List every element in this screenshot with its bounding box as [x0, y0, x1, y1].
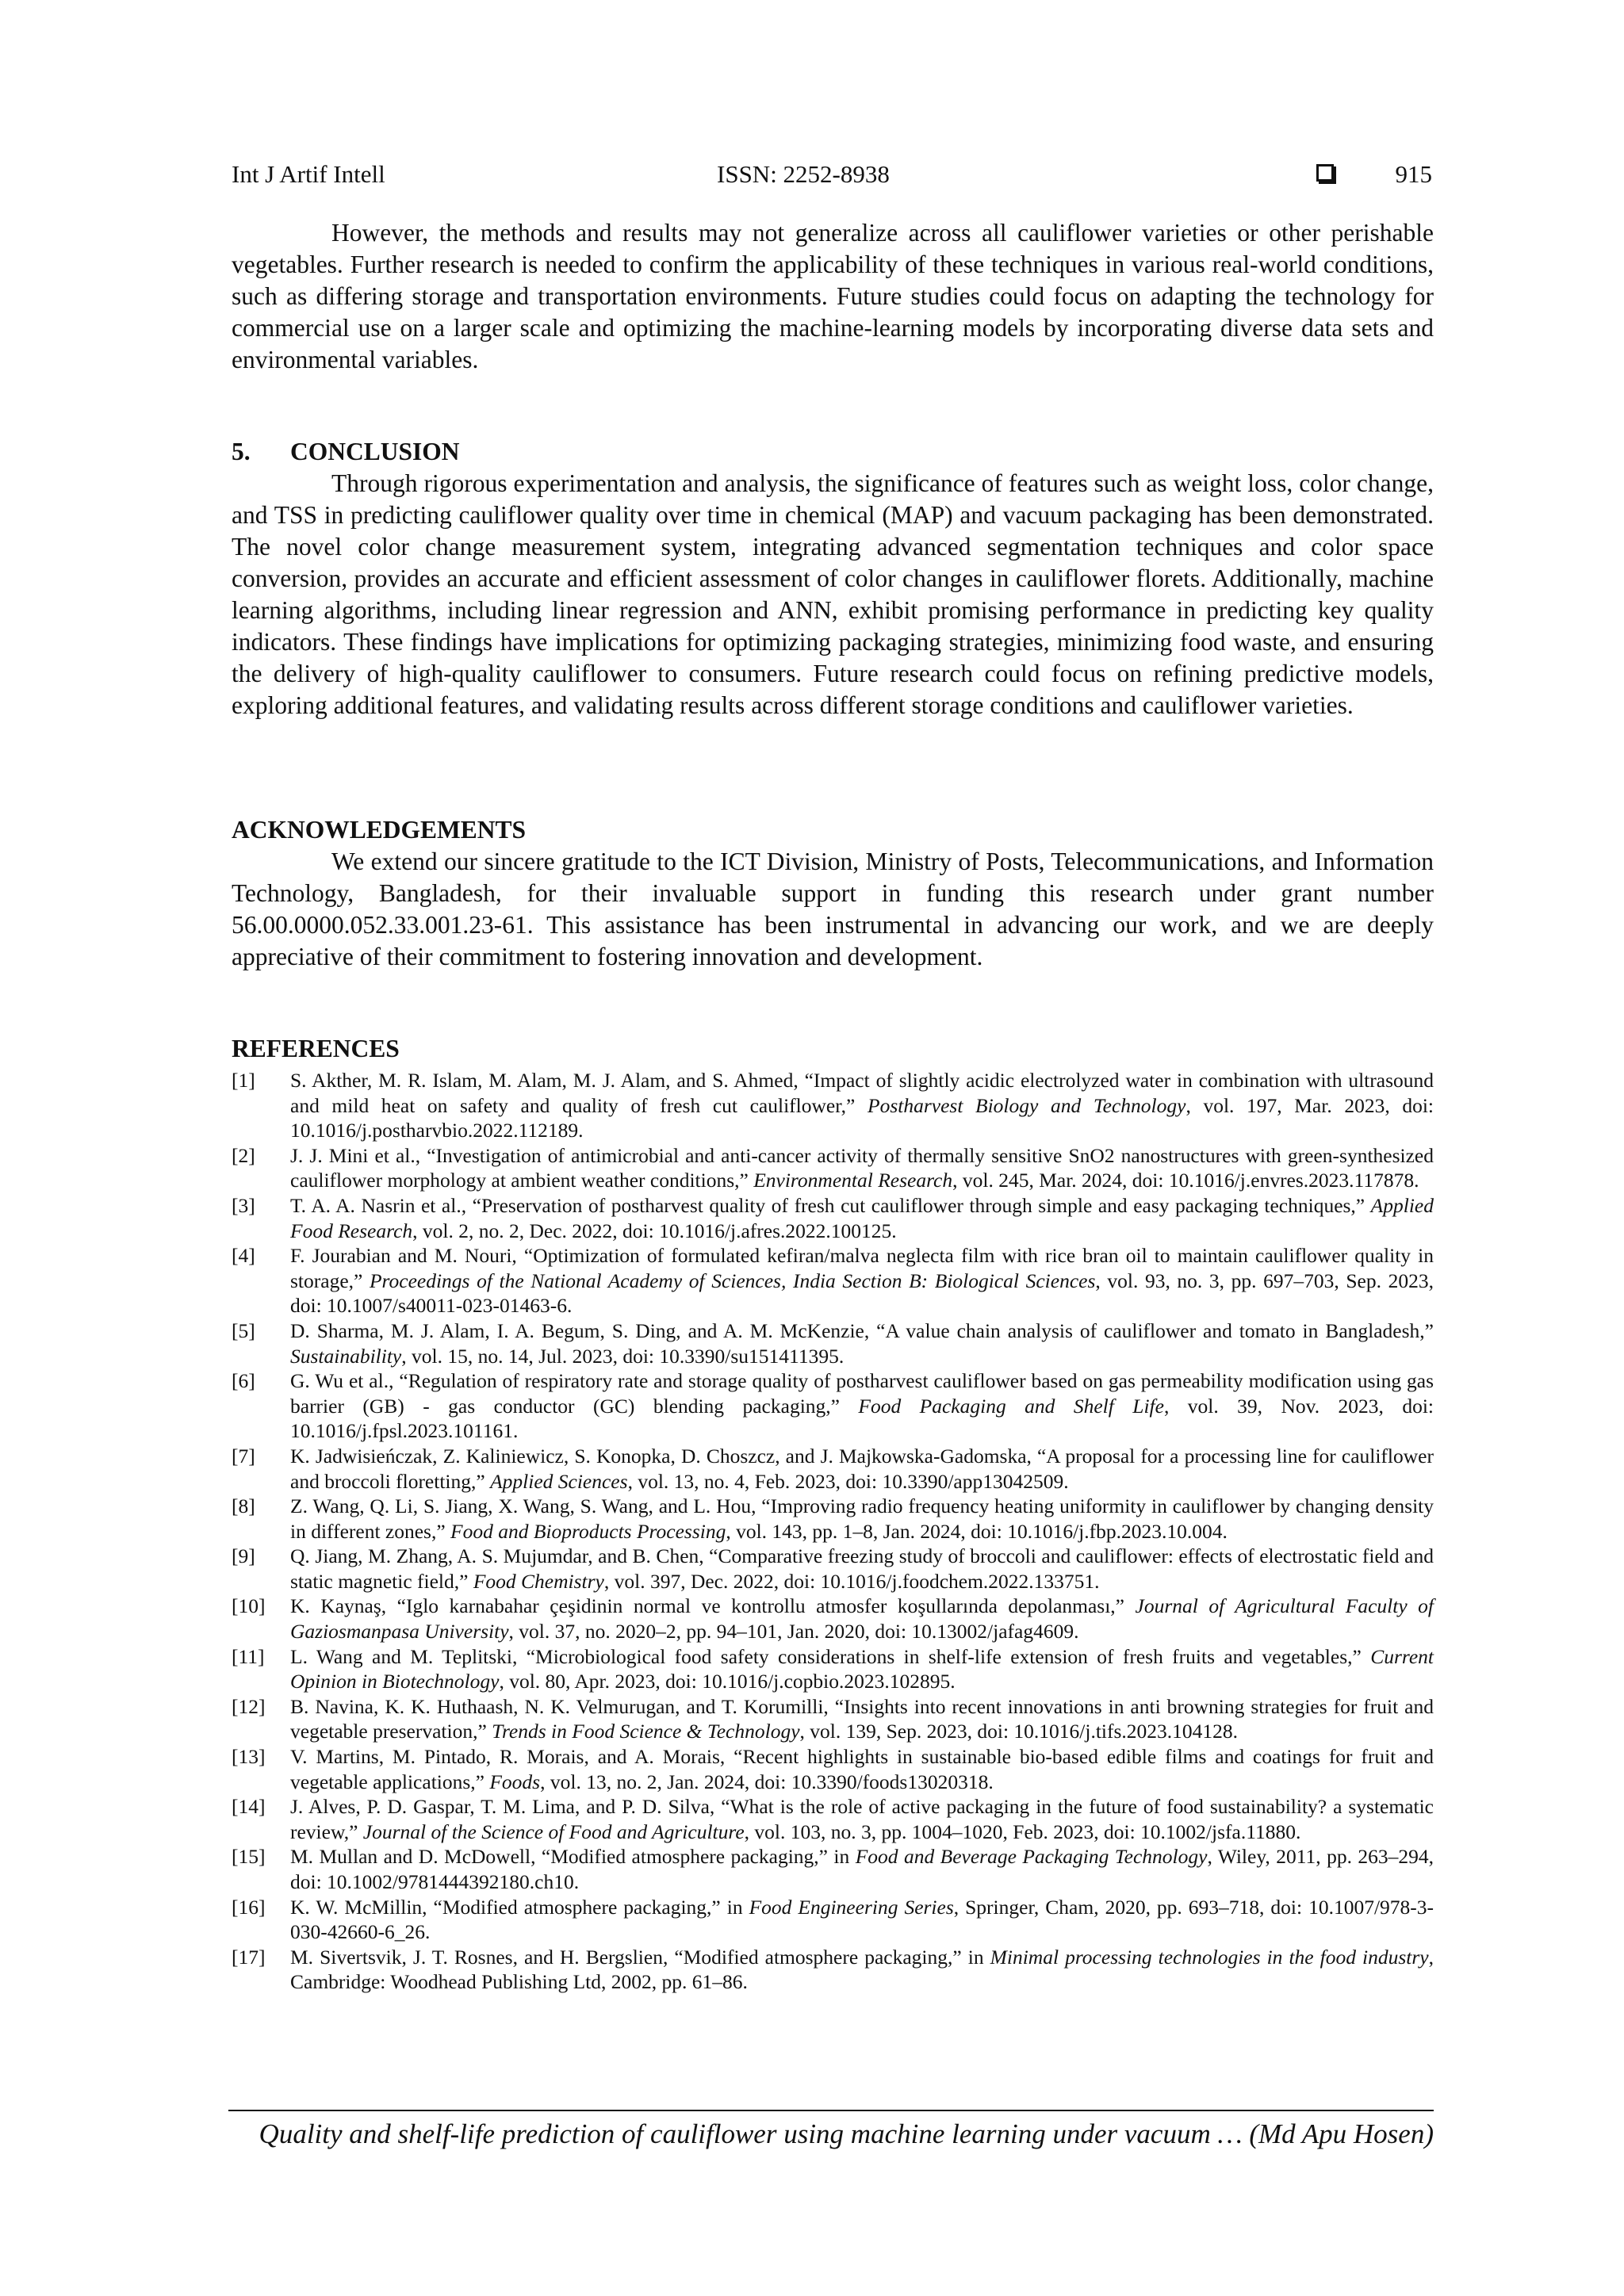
reference-text: [290, 1946, 1434, 1994]
reference-item: [232, 1794, 1434, 1844]
reference-item: [232, 1544, 1434, 1594]
issn: ISSN: 2252-8938: [717, 160, 890, 188]
reference-details: , vol. 93, no. 3, pp. 697–703, Sep. 2023, doi: 10.1007/s40011-023-01463-6.: [290, 1269, 1434, 1318]
reference-details: , vol. 39, Nov. 2023, doi: 10.1016/j.fpsl.2023.101161.: [290, 1394, 1434, 1443]
reference-venue: Food and Bioproducts Processing: [450, 1519, 726, 1543]
reference-number: [8]: [232, 1494, 255, 1518]
acknowledgements-heading: [232, 814, 526, 846]
reference-number: [15]: [232, 1845, 266, 1869]
reference-list: [232, 1068, 1434, 1995]
intro-paragraph-block: [232, 217, 1434, 376]
reference-authors-title: L. Wang and M. Teplitski, “Microbiological food safety considerations in shelf-life extension of fresh fruits and vegetables,”: [290, 1644, 1371, 1668]
acknowledgements-paragraph: We extend our sincere gratitude to the ICT Division, Ministry of Posts, Telecommunications, and Information Technology, Bangladesh, for their invaluable support in funding this research under grant number 56.00.0000.052.33.001.23-61. This assistance has been instrumental in advancing our work, and we are deeply appreciative of their commitment to fostering innovation and development.: [232, 848, 1434, 970]
reference-number: [11]: [232, 1644, 265, 1668]
reference-number: [12]: [232, 1694, 266, 1718]
reference-text: [290, 1594, 1434, 1643]
reference-authors-title: J. J. Mini et al., “Investigation of antimicrobial and anti-cancer activity of thermally sensitive SnO2 nanostructures with green-synthesized cauliflower morphology at ambient weather conditions,”: [290, 1143, 1434, 1192]
reference-text: [290, 1745, 1434, 1793]
section-title: CONCLUSION: [290, 438, 460, 465]
reference-details: , vol. 143, pp. 1–8, Jan. 2024, doi: 10.1016/j.fbp.2023.10.004.: [726, 1519, 1228, 1543]
reference-item: [232, 1243, 1434, 1318]
reference-text: [290, 1544, 1434, 1593]
reference-details: , vol. 2, no. 2, Dec. 2022, doi: 10.1016/j.afres.2022.100125.: [412, 1219, 897, 1242]
section-title: REFERENCES: [232, 1035, 400, 1062]
reference-number: [1]: [232, 1069, 255, 1092]
reference-number: [9]: [232, 1544, 255, 1568]
reference-item: [232, 1193, 1434, 1243]
reference-number: [17]: [232, 1945, 266, 1969]
reference-item: [232, 1444, 1434, 1494]
reference-text: [290, 1845, 1434, 1893]
reference-venue: Postharvest Biology and Technology: [868, 1093, 1186, 1117]
conclusion-heading: [232, 436, 460, 468]
reference-number: [5]: [232, 1318, 255, 1342]
reference-details: , vol. 103, no. 3, pp. 1004–1020, Feb. 2023, doi: 10.1002/jsfa.11880.: [744, 1820, 1301, 1843]
reference-venue: Food and Beverage Packaging Technology: [855, 1845, 1208, 1869]
reference-authors-title: S. Akther, M. R. Islam, M. Alam, M. J. Alam, and S. Ahmed, “Impact of slightly acidic electrolyzed water in combination with ultrasound and mild heat on safety and quality of fresh cut cauliflower,”: [290, 1069, 1434, 1117]
intro-paragraph: However, the methods and results may not generalize across all cauliflower varieties or other perishable vegetables. Further research is needed to confirm the applicability of these techniques in various real-world conditions, such as differing storage and transportation environments. Future studies could focus on adapting the technology for commercial use on a larger scale and optimizing the machine-learning models by incorporating diverse data sets and environmental variables.: [232, 219, 1434, 373]
reference-details: , Wiley, 2011, pp. 263–294, doi: 10.1002/9781444392180.ch10.: [290, 1845, 1434, 1893]
running-title: Quality and shelf-life prediction of cauliflower using machine learning under vacuum … (Md Apu Hosen): [259, 2118, 1434, 2149]
reference-details: , vol. 397, Dec. 2022, doi: 10.1016/j.foodchem.2022.133751.: [603, 1569, 1100, 1593]
conclusion-paragraph-block: [232, 468, 1434, 721]
reference-item: [232, 1594, 1434, 1644]
reference-authors-title: K. Kaynaş, “Iglo karnabahar çeşidinin normal ve kontrollu atmosfer koşullarında depolanması,”: [290, 1594, 1136, 1618]
acknowledgements-paragraph-block: [232, 846, 1434, 973]
reference-venue: Journal of the Science of Food and Agriculture: [362, 1820, 745, 1843]
reference-venue: Current Opinion in Biotechnology: [290, 1644, 1434, 1693]
reference-venue: Foods: [489, 1770, 541, 1793]
reference-venue: Food Engineering Series: [749, 1895, 954, 1919]
page-number: 915: [1395, 160, 1432, 188]
reference-item: [232, 1068, 1434, 1143]
reference-number: [4]: [232, 1244, 255, 1268]
reference-authors-title: G. Wu et al., “Regulation of respiratory rate and storage quality of postharvest cauliflower based on gas permeability modification using gas barrier (GB) - gas conductor (GC) blending packaging,”: [290, 1369, 1434, 1418]
reference-item: [232, 1744, 1434, 1794]
page-header: [232, 157, 1434, 192]
reference-details: , vol. 37, no. 2020–2, pp. 94–101, Jan. 2020, doi: 10.13002/jafag4609.: [508, 1620, 1079, 1644]
reference-authors-title: V. Martins, M. Pintado, R. Morais, and A. Morais, “Recent highlights in sustainable bio-based edible films and coatings for fruit and vegetable applications,”: [290, 1745, 1434, 1793]
reference-number: [3]: [232, 1193, 255, 1217]
reference-venue: Food Packaging and Shelf Life: [858, 1394, 1164, 1418]
reference-authors-title: D. Sharma, M. J. Alam, I. A. Begum, S. Ding, and A. M. McKenzie, “A value chain analysis of cauliflower and tomato in Bangladesh,”: [290, 1318, 1434, 1342]
reference-details: , vol. 197, Mar. 2023, doi: 10.1016/j.postharvbio.2022.112189.: [290, 1093, 1434, 1142]
reference-venue: Applied Sciences: [490, 1469, 628, 1493]
reference-item: [232, 1368, 1434, 1444]
reference-authors-title: T. A. A. Nasrin et al., “Preservation of postharvest quality of fresh cut cauliflower through simple and easy packaging techniques,”: [290, 1193, 1371, 1217]
reference-venue: Trends in Food Science & Technology: [492, 1720, 800, 1743]
section-title: ACKNOWLEDGEMENTS: [232, 816, 527, 844]
reference-authors-title: F. Jourabian and M. Nouri, “Optimization of formulated kefiran/malva neglecta film with rice bran oil to maintain cauliflower quality in storage,”: [290, 1244, 1434, 1292]
reference-authors-title: K. W. McMillin, “Modified atmosphere packaging,” in: [290, 1895, 749, 1919]
reference-item: [232, 1694, 1434, 1744]
reference-details: , vol. 13, no. 4, Feb. 2023, doi: 10.3390/app13042509.: [627, 1469, 1069, 1493]
footer-divider: [228, 2110, 1434, 2111]
reference-item: [232, 1844, 1434, 1894]
reference-authors-title: J. Alves, P. D. Gaspar, T. M. Lima, and P. D. Silva, “What is the role of active packaging in the future of food sustainability? a systematic review,”: [290, 1795, 1434, 1843]
reference-text: [290, 1645, 1434, 1693]
reference-details: , vol. 13, no. 2, Jan. 2024, doi: 10.3390/foods13020318.: [540, 1770, 994, 1793]
reference-authors-title: Q. Jiang, M. Zhang, A. S. Mujumdar, and B. Chen, “Comparative freezing study of broccoli and cauliflower: effects of electrostatic field and static magnetic field,”: [290, 1544, 1434, 1593]
reference-details: , Cambridge: Woodhead Publishing Ltd, 2002, pp. 61–86.: [290, 1945, 1434, 1994]
reference-venue: Environmental Research: [753, 1169, 953, 1192]
reference-text: [290, 1494, 1434, 1543]
reference-authors-title: Z. Wang, Q. Li, S. Jiang, X. Wang, S. Wang, and L. Hou, “Improving radio frequency heating uniformity in cauliflower by changing density in different zones,”: [290, 1494, 1434, 1543]
reference-item: [232, 1945, 1434, 1995]
conclusion-paragraph: Through rigorous experimentation and analysis, the significance of features such as weight loss, color change, and TSS in predicting cauliflower quality over time in chemical (MAP) and vacuum packaging has been demonstrated. The novel color change measurement system, integrating advanced segmentation techniques and color space conversion, provides an accurate and efficient assessment of color changes in cauliflower florets. Additionally, machine learning algorithms, including linear regression and ANN, exhibit promising performance in predicting key quality indicators. These findings have implications for optimizing packaging strategies, minimizing food waste, and ensuring the delivery of high-quality cauliflower to consumers. Future research could focus on refining predictive models, exploring additional features, and validating results across different storage conditions and cauliflower varieties.: [232, 469, 1434, 719]
section-number: 5.: [232, 438, 251, 465]
reference-venue: Applied Food Research: [290, 1193, 1434, 1242]
reference-number: [13]: [232, 1745, 266, 1769]
reference-text: [290, 1144, 1434, 1192]
reference-authors-title: M. Sivertsvik, J. T. Rosnes, and H. Bergslien, “Modified atmosphere packaging,” in: [290, 1945, 990, 1969]
reference-text: [290, 1896, 1434, 1944]
journal-name: Int J Artif Intell: [232, 160, 385, 188]
reference-venue: Journal of Agricultural Faculty of Gaziosmanpasa University: [290, 1594, 1434, 1644]
reference-details: , vol. 15, no. 14, Jul. 2023, doi: 10.3390/su151411395.: [401, 1344, 845, 1368]
reference-number: [10]: [232, 1594, 266, 1618]
reference-authors-title: K. Jadwisieńczak, Z. Kaliniewicz, S. Konopka, D. Choszcz, and J. Majkowska-Gadomska, “A proposal for a processing line for cauliflower and broccoli floretting,”: [290, 1444, 1434, 1493]
reference-text: [290, 1795, 1434, 1843]
reference-authors-title: M. Mullan and D. McDowell, “Modified atmosphere packaging,” in: [290, 1845, 856, 1869]
reference-item: [232, 1895, 1434, 1945]
reference-number: [7]: [232, 1444, 255, 1468]
reference-text: [290, 1319, 1434, 1368]
reference-venue: Sustainability: [290, 1344, 402, 1368]
reference-details: , Springer, Cham, 2020, pp. 693–718, doi: 10.1007/978-3-030-42660-6_26.: [290, 1895, 1434, 1944]
reference-number: [2]: [232, 1143, 255, 1167]
reference-text: [290, 1369, 1434, 1442]
reference-details: , vol. 245, Mar. 2024, doi: 10.1016/j.envres.2023.117878.: [952, 1169, 1419, 1192]
reference-venue: Food Chemistry: [473, 1569, 604, 1593]
reference-number: [16]: [232, 1895, 266, 1919]
reference-item: [232, 1644, 1434, 1694]
reference-details: , vol. 80, Apr. 2023, doi: 10.1016/j.copbio.2023.102895.: [499, 1670, 956, 1693]
reference-number: [14]: [232, 1795, 266, 1819]
reference-item: [232, 1318, 1434, 1368]
square-icon: [1316, 164, 1334, 182]
reference-text: [290, 1695, 1434, 1743]
reference-text: [290, 1194, 1434, 1242]
reference-text: [290, 1445, 1434, 1493]
reference-authors-title: B. Navina, K. K. Huthaash, N. K. Velmurugan, and T. Korumilli, “Insights into recent innovations in anti browning strategies for fruit and vegetable preservation,”: [290, 1694, 1434, 1743]
reference-number: [6]: [232, 1369, 255, 1393]
reference-text: [290, 1244, 1434, 1317]
reference-item: [232, 1143, 1434, 1193]
reference-venue: Minimal processing technologies in the food industry: [990, 1945, 1429, 1969]
reference-details: , vol. 139, Sep. 2023, doi: 10.1016/j.tifs.2023.104128.: [799, 1720, 1239, 1743]
reference-text: [290, 1069, 1434, 1142]
references-heading: [232, 1033, 400, 1065]
reference-venue: Proceedings of the National Academy of Sciences, India Section B: Biological Sciences: [369, 1269, 1096, 1292]
reference-item: [232, 1494, 1434, 1544]
